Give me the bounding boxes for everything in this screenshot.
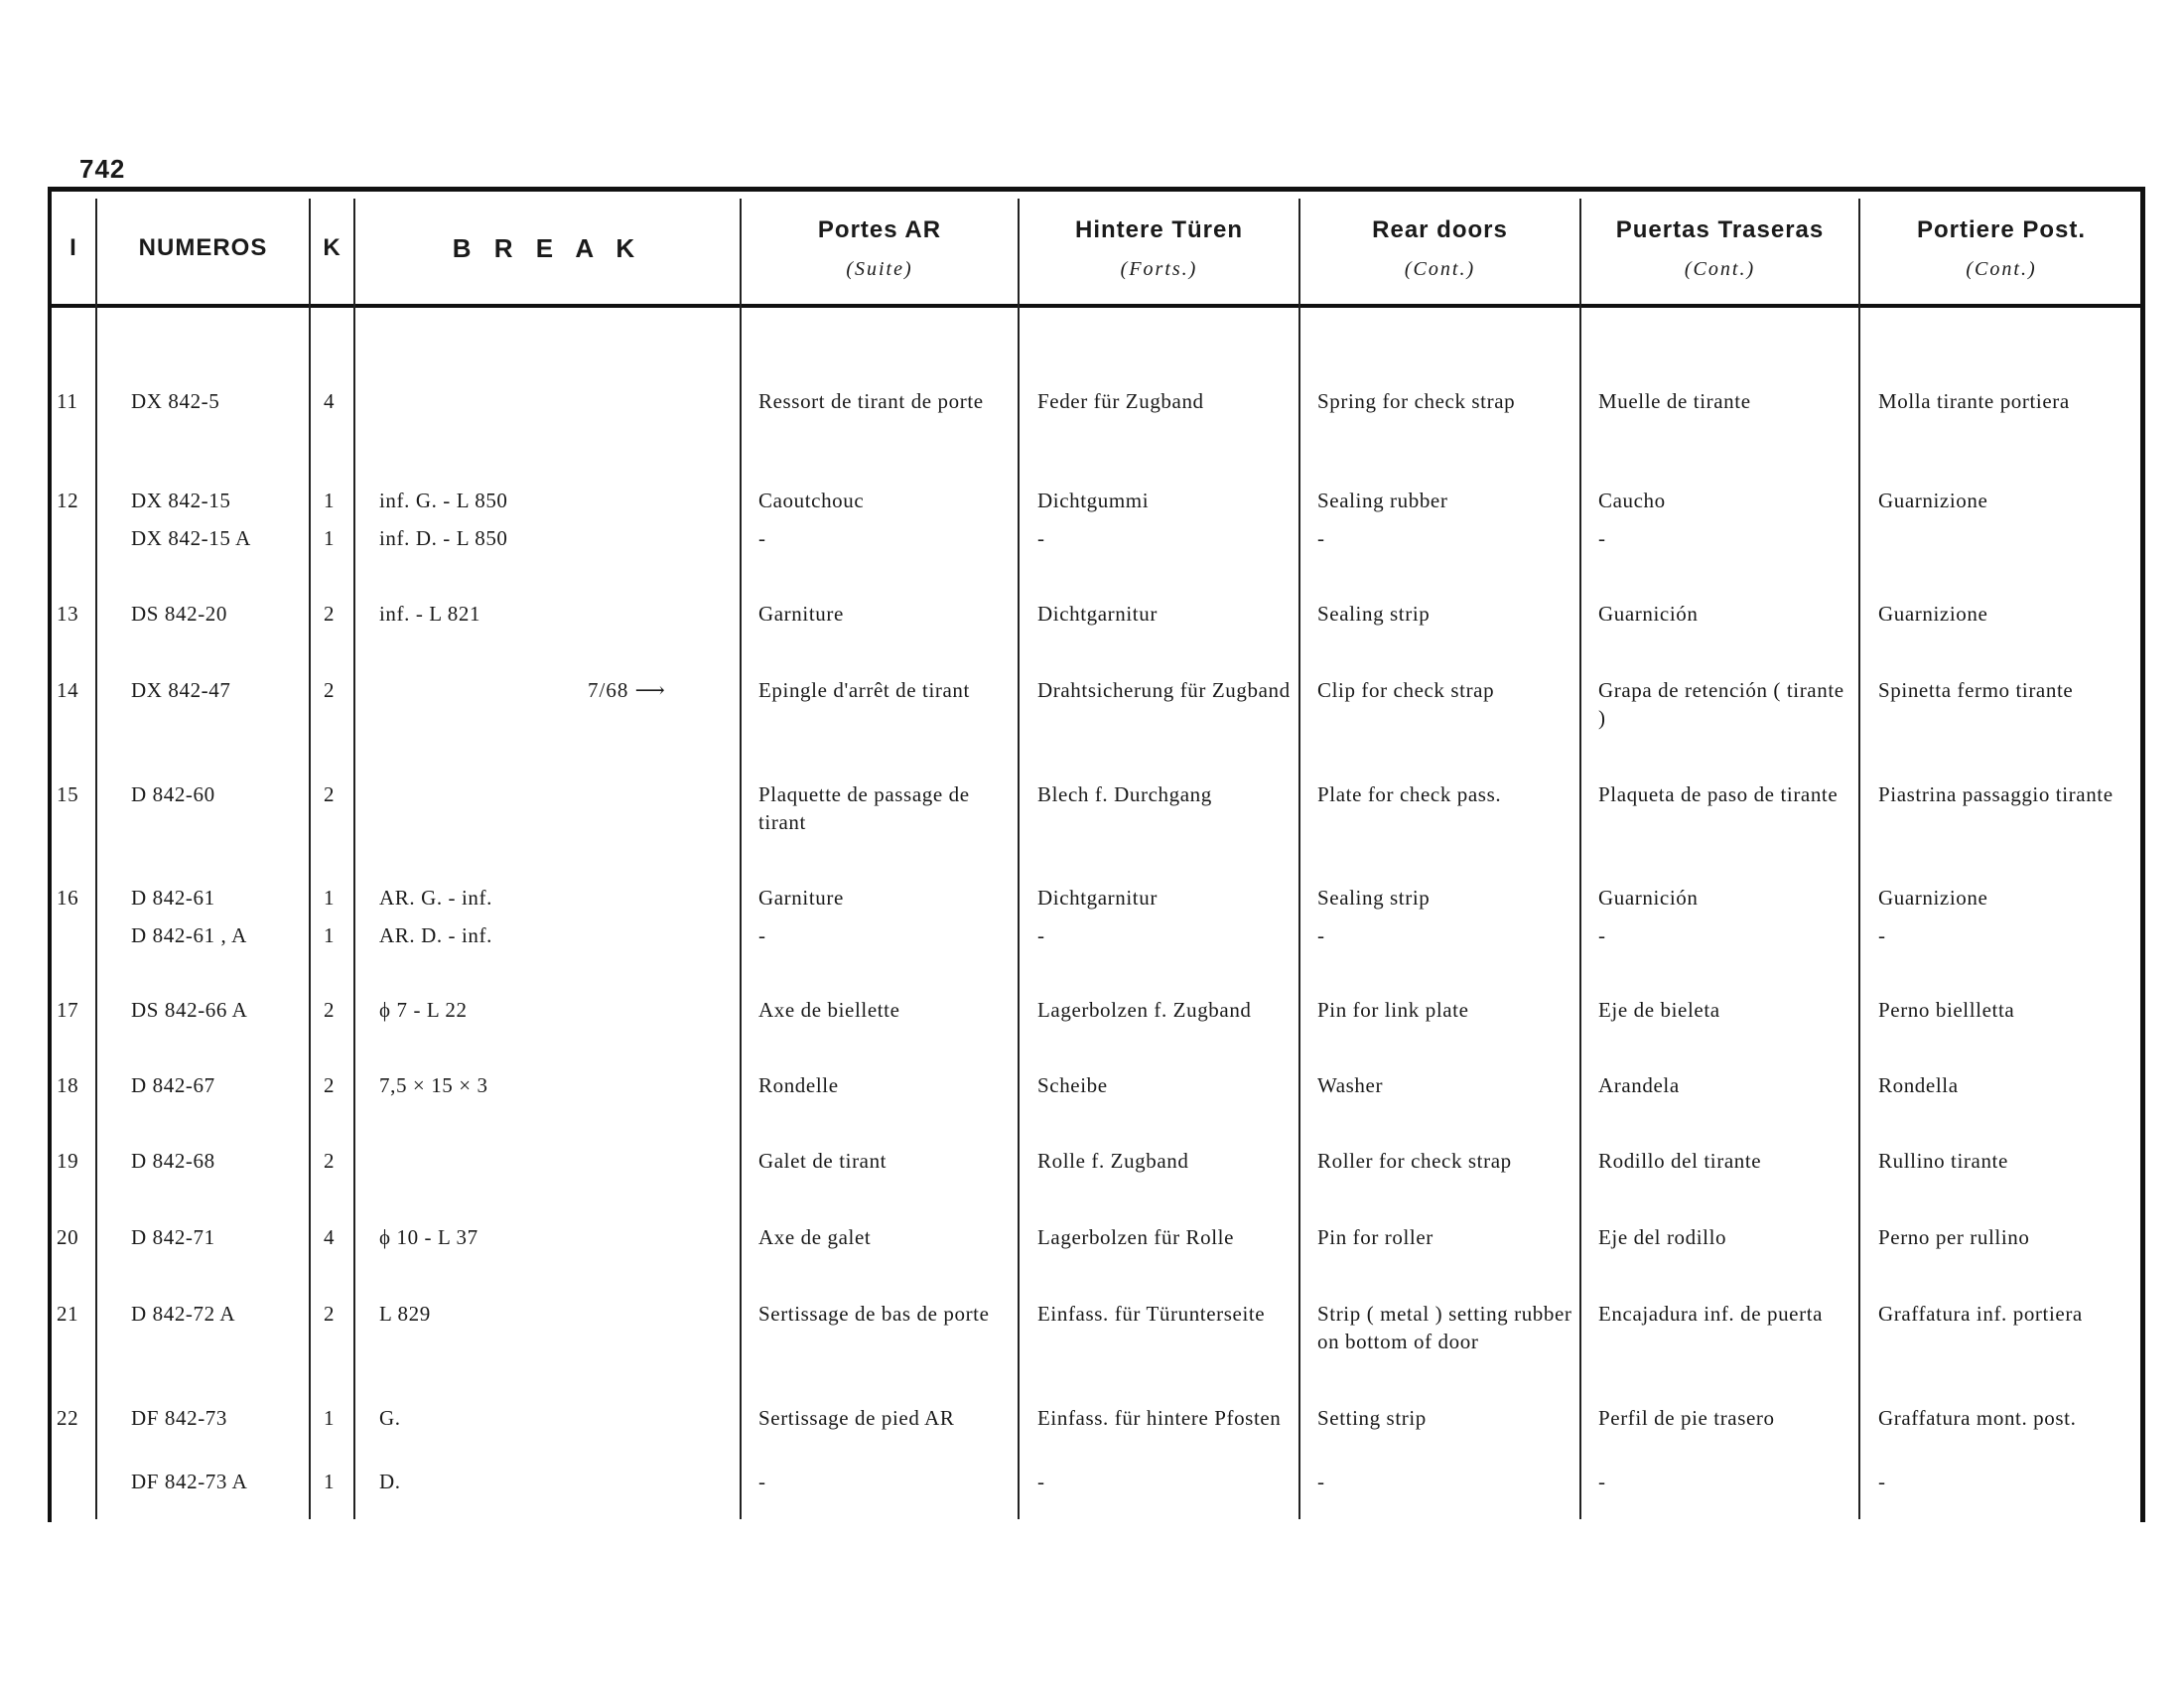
date-annotation: 7/68 ⟶ [588,678,666,702]
cell-part-number: D 842-72 A [131,1302,236,1326]
cell-part-number: D 842-61 [131,886,215,910]
cell-italian: Rondella [1878,1073,1959,1097]
cell-spanish: Eje de bieleta [1598,998,1720,1022]
cell-break: G. [379,1406,401,1430]
cell-english: Pin for link plate [1317,998,1469,1022]
cell-german: Einfass. für Türunterseite [1037,1302,1266,1326]
cell-quantity: 2 [324,782,336,806]
cell-quantity: 1 [324,1470,336,1493]
cell-index: 22 [57,1406,79,1430]
cell-italian: Guarnizione [1878,886,1988,910]
cell-part-number: DF 842-73 A [131,1470,248,1493]
cell-quantity: 2 [324,998,336,1022]
table-right-border [2140,187,2145,1522]
cell-french: Garniture [758,602,844,626]
cell-french: Sertissage de bas de porte [758,1302,990,1326]
column-divider [1018,199,1020,1519]
cell-spanish: Grapa de retención ( tirante ) [1598,678,1844,730]
cell-german: - [1037,923,1045,947]
cell-part-number: DS 842-20 [131,602,227,626]
cell-break: AR. G. - inf. [379,886,492,910]
cell-spanish: Eje del rodillo [1598,1225,1727,1249]
cell-index: 14 [57,678,79,702]
header-spanish [1581,199,1858,298]
cell-quantity: 2 [324,678,336,702]
column-divider [1858,199,1860,1519]
cell-break: inf. D. - L 850 [379,526,508,550]
cell-french: Epingle d'arrêt de tirant [758,678,970,702]
header-german-title: Hintere Türen [1074,215,1244,243]
cell-italian: - [1878,923,1886,947]
cell-part-number: DF 842-73 [131,1406,227,1430]
cell-italian: Guarnizione [1878,489,1988,512]
header-french [742,199,1018,298]
cell-spanish: Muelle de tirante [1598,389,1751,413]
header-italian-sub: (Cont.) [1966,257,2037,280]
cell-part-number: DX 842-5 [131,389,220,413]
cell-quantity: 4 [324,1225,336,1249]
header-italian-title: Portiere Post. [1916,215,2087,243]
cell-german: Blech f. Durchgang [1037,782,1212,806]
cell-part-number: D 842-61 , A [131,923,247,947]
cell-part-number: D 842-71 [131,1225,215,1249]
cell-part-number: D 842-68 [131,1149,215,1173]
cell-quantity: 1 [324,526,336,550]
cell-index: 21 [57,1302,79,1326]
cell-french: Sertissage de pied AR [758,1406,955,1430]
cell-break: L 829 [379,1302,431,1326]
column-divider [1298,199,1300,1519]
cell-french: Garniture [758,886,844,910]
header-french-sub: (Suite) [846,257,913,280]
cell-index: 12 [57,489,79,512]
cell-spanish: - [1598,1470,1606,1493]
cell-index: 20 [57,1225,79,1249]
cell-italian: Piastrina passaggio tirante [1878,782,2114,806]
header-break [355,199,740,298]
cell-italian: Graffatura mont. post. [1878,1406,2077,1430]
cell-spanish: - [1598,526,1606,550]
page-number: 742 [79,154,126,184]
cell-index: 15 [57,782,79,806]
cell-french: - [758,923,766,947]
cell-english: Strip ( metal ) setting rubber on bottom of door [1317,1302,1572,1353]
header-break-label: B R E A K [452,232,643,263]
column-divider [353,199,355,1519]
cell-german: Lagerbolzen für Rolle [1037,1225,1235,1249]
cell-spanish: Encajadura inf. de puerta [1598,1302,1824,1326]
cell-index: 19 [57,1149,79,1173]
cell-english: - [1317,1470,1325,1493]
cell-break: inf. G. - L 850 [379,489,508,512]
header-spanish-title: Puertas Traseras [1615,215,1825,243]
cell-quantity: 4 [324,389,336,413]
cell-english: Roller for check strap [1317,1149,1512,1173]
header-spanish-sub: (Cont.) [1684,257,1756,280]
cell-german: Rolle f. Zugband [1037,1149,1189,1173]
header-numeros-label: NUMEROS [138,234,268,261]
cell-break: D. [379,1470,401,1493]
cell-english: - [1317,526,1325,550]
cell-italian: - [1878,1470,1886,1493]
cell-part-number: DX 842-15 [131,489,231,512]
cell-german: Lagerbolzen f. Zugband [1037,998,1252,1022]
cell-english: Spring for check strap [1317,389,1516,413]
column-divider [95,199,97,1519]
cell-german: Dichtgummi [1037,489,1150,512]
cell-english: Sealing strip [1317,886,1431,910]
cell-english: Washer [1317,1073,1384,1097]
header-k-label: K [323,234,341,261]
cell-german: Dichtgarnitur [1037,602,1158,626]
header-numeros [97,199,309,298]
cell-break: ϕ 10 - L 37 [379,1225,478,1249]
cell-quantity: 1 [324,489,336,512]
cell-quantity: 2 [324,1073,336,1097]
cell-index: 16 [57,886,79,910]
header-english [1300,199,1579,298]
cell-index: 18 [57,1073,79,1097]
header-english-sub: (Cont.) [1404,257,1476,280]
header-german-sub: (Forts.) [1120,257,1198,280]
cell-break: inf. - L 821 [379,602,481,626]
header-index-label: I [69,234,77,261]
cell-part-number: D 842-60 [131,782,215,806]
header-french-title: Portes AR [817,215,942,243]
cell-spanish: Guarnición [1598,602,1699,626]
cell-spanish: - [1598,923,1606,947]
cell-quantity: 1 [324,886,336,910]
cell-german: Feder für Zugband [1037,389,1204,413]
cell-italian: Perno per rullino [1878,1225,2030,1249]
cell-part-number: DS 842-66 A [131,998,248,1022]
cell-french: - [758,526,766,550]
cell-index: 13 [57,602,79,626]
cell-part-number: DX 842-47 [131,678,231,702]
cell-italian: Rullino tirante [1878,1149,2008,1173]
cell-english: Clip for check strap [1317,678,1495,702]
cell-break: 7,5 × 15 × 3 [379,1073,488,1097]
cell-german: Drahtsicherung für Zugband [1037,678,1291,702]
header-k [311,199,353,298]
cell-index: 17 [57,998,79,1022]
cell-english: - [1317,923,1325,947]
cell-spanish: Plaqueta de paso de tirante [1598,782,1839,806]
cell-quantity: 1 [324,923,336,947]
column-divider [740,199,742,1519]
cell-french: - [758,1470,766,1493]
cell-english: Setting strip [1317,1406,1427,1430]
cell-german: - [1037,1470,1045,1493]
cell-spanish: Rodillo del tirante [1598,1149,1762,1173]
cell-french: Axe de biellette [758,998,900,1022]
cell-italian: Guarnizione [1878,602,1988,626]
header-index [52,199,95,298]
header-divider [48,304,2145,308]
cell-german: Einfass. für hintere Pfosten [1037,1406,1282,1430]
cell-italian: Graffatura inf. portiera [1878,1302,2083,1326]
cell-english: Sealing strip [1317,602,1431,626]
cell-english: Sealing rubber [1317,489,1448,512]
cell-index: 11 [57,389,78,413]
cell-german: Scheibe [1037,1073,1108,1097]
cell-quantity: 2 [324,1302,336,1326]
cell-english: Pin for roller [1317,1225,1433,1249]
cell-quantity: 2 [324,1149,336,1173]
cell-break: ϕ 7 - L 22 [379,998,468,1022]
cell-french: Axe de galet [758,1225,872,1249]
cell-spanish: Guarnición [1598,886,1699,910]
table-left-border [48,187,52,1522]
cell-french: Ressort de tirant de porte [758,389,984,413]
column-divider [309,199,311,1519]
header-english-title: Rear doors [1372,215,1508,243]
cell-quantity: 2 [324,602,336,626]
cell-italian: Perno biellletta [1878,998,2015,1022]
cell-german: - [1037,526,1045,550]
cell-german: Dichtgarnitur [1037,886,1158,910]
header-german [1020,199,1298,298]
cell-part-number: D 842-67 [131,1073,215,1097]
header-italian [1860,199,2142,298]
cell-italian: Molla tirante portiera [1878,389,2070,413]
cell-french: Plaquette de passage de tirant [758,782,970,834]
cell-spanish: Perfil de pie trasero [1598,1406,1775,1430]
cell-french: Rondelle [758,1073,839,1097]
cell-spanish: Arandela [1598,1073,1680,1097]
cell-spanish: Caucho [1598,489,1666,512]
cell-italian: Spinetta fermo tirante [1878,678,2074,702]
cell-french: Galet de tirant [758,1149,887,1173]
cell-quantity: 1 [324,1406,336,1430]
cell-english: Plate for check pass. [1317,782,1502,806]
cell-part-number: DX 842-15 A [131,526,251,550]
cell-french: Caoutchouc [758,489,865,512]
cell-break: AR. D. - inf. [379,923,492,947]
